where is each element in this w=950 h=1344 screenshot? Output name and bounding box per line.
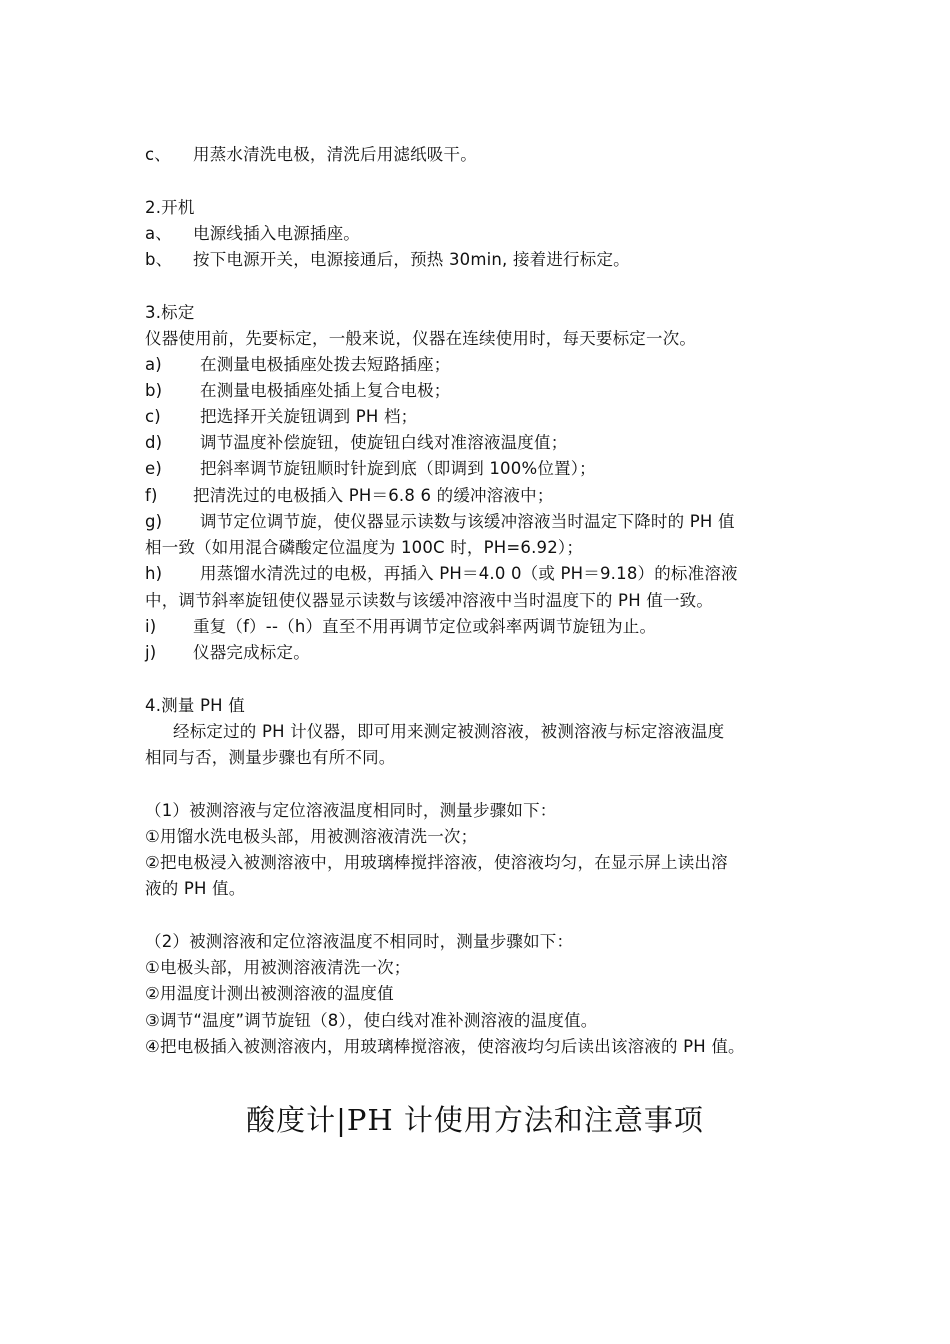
list-text: 把清洗过的电极插入 PH＝6.8 6 的缓冲溶液中； xyxy=(193,486,554,505)
list-marker: h) xyxy=(145,564,163,583)
case2-step: ③调节“温度”调节旋钮（8），使白线对准补测溶液的温度值。 xyxy=(145,1011,598,1030)
list-text: 重复（f）--（h）直至不用再调节定位或斜率两调节旋钮为止。 xyxy=(193,617,657,636)
list-text: 调节温度补偿旋钮，使旋钮白线对准溶液温度值； xyxy=(200,433,568,452)
list-text: 用蒸馏水清洗过的电极，再插入 PH＝4.0 0（或 PH＝9.18）的标准溶液 xyxy=(200,564,738,583)
document-title: 酸度计|PH 计使用方法和注意事项 xyxy=(246,1103,704,1137)
list-marker: a、 xyxy=(145,224,173,243)
list-text: 电源线插入电源插座。 xyxy=(193,224,360,243)
case1-step: ①用馏水洗电极头部，用被测溶液清洗一次； xyxy=(145,827,478,846)
case1-step: 液的 PH 值。 xyxy=(145,879,246,898)
case2-step: ④把电极插入被测溶液内，用玻璃棒搅溶液，使溶液均匀后读出该溶液的 PH 值。 xyxy=(145,1037,745,1056)
list-marker: b) xyxy=(145,381,163,400)
list-item-c xyxy=(145,143,477,167)
list-marker: d) xyxy=(145,433,163,452)
case2-step: ①电极头部，用被测溶液清洗一次； xyxy=(145,958,411,977)
list-text: 把斜率调节旋钮顺时针旋到底（即调到 100%位置）； xyxy=(200,459,596,478)
list-text: 按下电源开关，电源接通后，预热 30min, 接着进行标定。 xyxy=(193,250,630,269)
list-text: 用蒸水清洗电极，清洗后用滤纸吸干。 xyxy=(193,145,477,164)
list-item-g-continuation: 相一致（如用混合磷酸定位温度为 100C 时，PH=6.92）； xyxy=(145,538,584,557)
list-text: 在测量电极插座处拨去短路插座； xyxy=(200,355,451,374)
section-heading-calibration: 3.标定 xyxy=(145,303,195,322)
paragraph-intro-line2: 相同与否，测量步骤也有所不同。 xyxy=(145,748,396,767)
section-heading-measure-ph: 4.测量 PH 值 xyxy=(145,696,245,715)
case1-heading: （1）被测溶液与定位溶液温度相同时，测量步骤如下： xyxy=(145,801,557,820)
list-text: 调节定位调节旋，使仪器显示读数与该缓冲溶液当时温定下降时的 PH 值 xyxy=(200,512,735,531)
list-item-a xyxy=(145,222,360,246)
list-item-i xyxy=(145,615,656,639)
paragraph-intro-line1: 经标定过的 PH 计仪器，即可用来测定被测溶液，被测溶液与标定溶液温度 xyxy=(173,722,725,741)
paragraph-intro: 仪器使用前，先要标定，一般来说，仪器在连续使用时，每天要标定一次。 xyxy=(145,329,697,348)
list-marker: g) xyxy=(145,512,163,531)
list-marker: f) xyxy=(145,486,158,505)
list-item-j xyxy=(145,641,310,665)
list-marker: c、 xyxy=(145,145,171,164)
list-marker: j) xyxy=(145,643,157,662)
list-item-h-continuation: 中，调节斜率旋钮使仪器显示读数与该缓冲溶液中当时温度下的 PH 值一致。 xyxy=(145,591,714,610)
list-item-h xyxy=(145,562,738,586)
list-marker: a) xyxy=(145,355,162,374)
list-item-b xyxy=(145,379,451,403)
list-marker: e) xyxy=(145,459,162,478)
list-item-c xyxy=(145,405,417,429)
list-item-e xyxy=(145,457,596,481)
case1-step: ②把电极浸入被测溶液中，用玻璃棒搅拌溶液，使溶液均匀，在显示屏上读出溶 xyxy=(145,853,728,872)
list-item-b xyxy=(145,248,630,272)
list-item-f xyxy=(145,484,554,508)
case2-heading: （2）被测溶液和定位溶液温度不相同时，测量步骤如下： xyxy=(145,932,574,951)
list-item-d xyxy=(145,431,567,455)
list-marker: i) xyxy=(145,617,157,636)
list-text: 在测量电极插座处插上复合电极； xyxy=(200,381,451,400)
section-heading-power-on: 2.开机 xyxy=(145,198,195,217)
list-marker: c) xyxy=(145,407,161,426)
case2-step: ②用温度计测出被测溶液的温度值 xyxy=(145,984,394,1003)
list-text: 把选择开关旋钮调到 PH 档； xyxy=(200,407,418,426)
list-item-a xyxy=(145,353,451,377)
list-marker: b、 xyxy=(145,250,173,269)
list-text: 仪器完成标定。 xyxy=(193,643,310,662)
list-item-g xyxy=(145,510,735,534)
